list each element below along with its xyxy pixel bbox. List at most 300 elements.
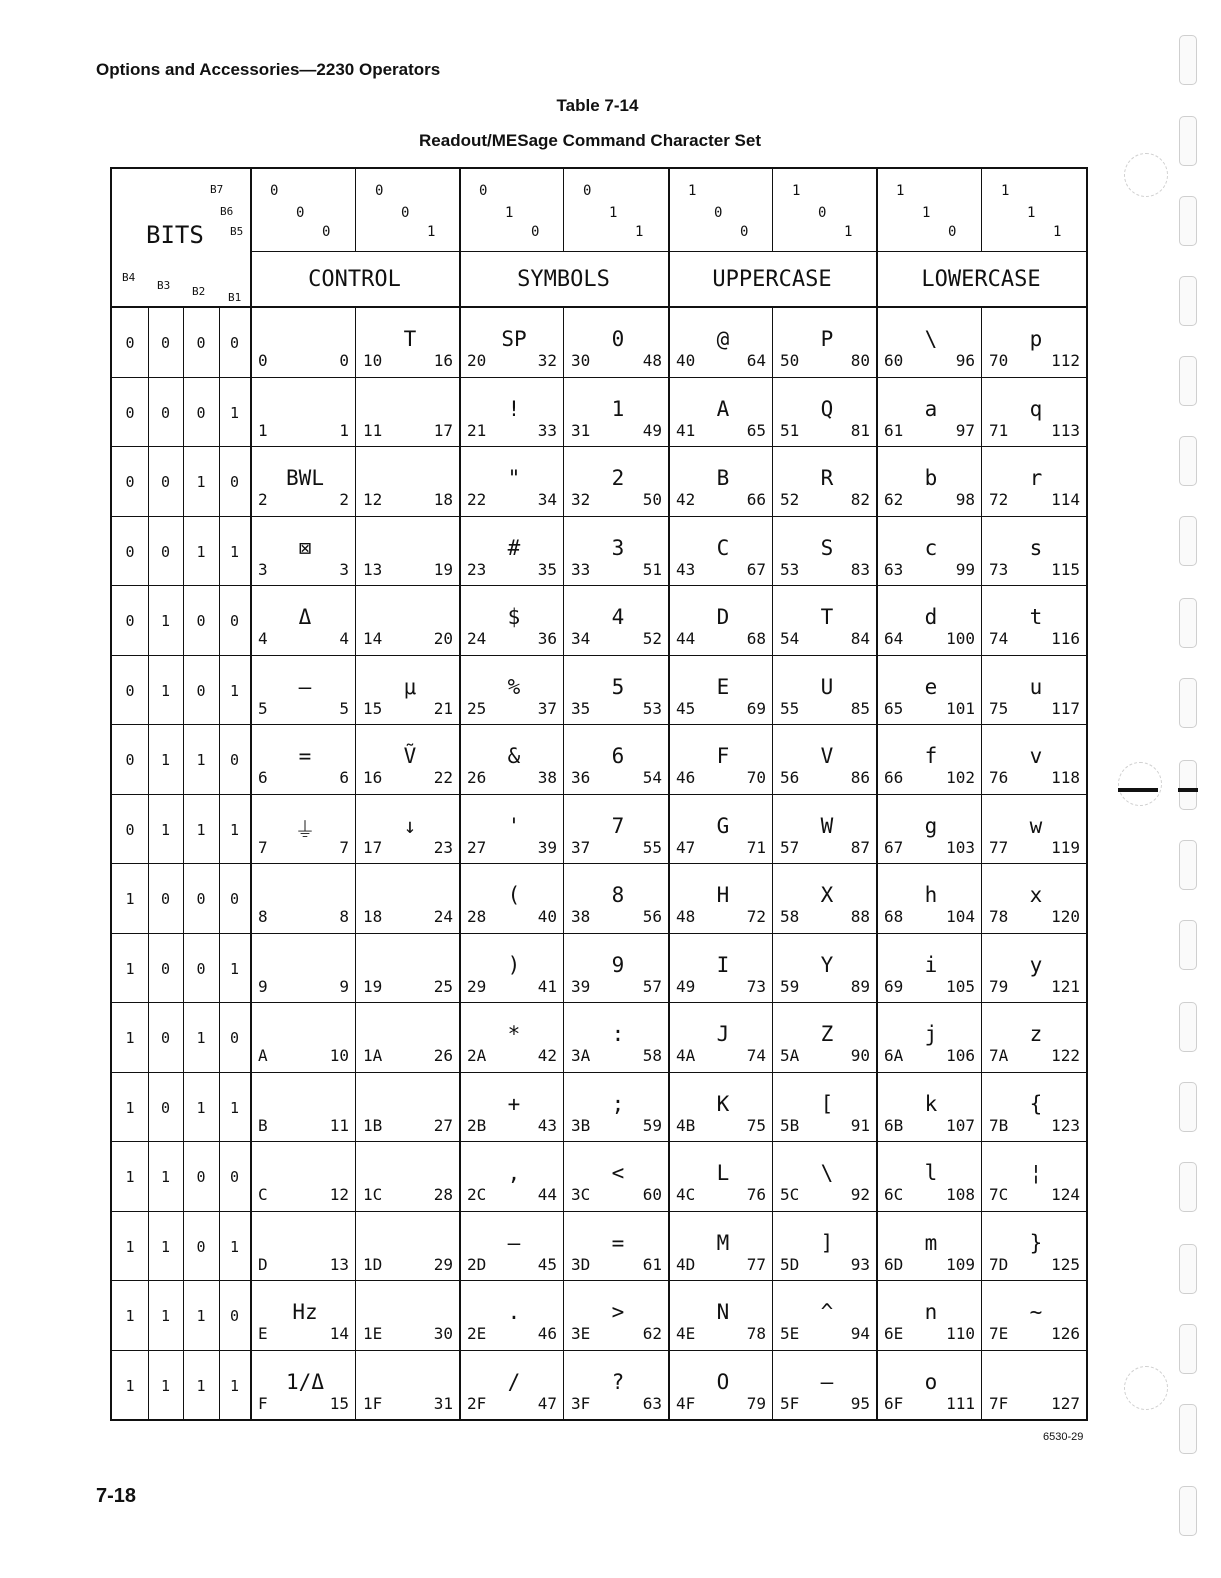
decimal-code: 5 (339, 698, 349, 718)
character-glyph: c (924, 535, 938, 560)
character-glyph: 5 (611, 674, 625, 699)
column-bit-b5: 0 (322, 224, 331, 240)
hex-code: 72 (989, 490, 1009, 509)
hex-code: 60 (884, 351, 904, 370)
decimal-code: 100 (946, 629, 975, 648)
decimal-code: 43 (537, 1115, 557, 1135)
character-glyph: s (1029, 535, 1043, 560)
decimal-code: 68 (746, 629, 766, 648)
row-bit-value: 0 (229, 612, 240, 630)
hex-code: 65 (884, 698, 904, 718)
character-glyph: i (924, 952, 938, 977)
decimal-code: 117 (1051, 698, 1080, 718)
hex-code: 46 (676, 768, 696, 787)
column-bit-b5: 1 (1053, 224, 1062, 240)
hex-code: 32 (571, 490, 591, 509)
decimal-code: 11 (329, 1115, 349, 1135)
decimal-code: 4 (339, 629, 349, 648)
hex-code: 6A (884, 1046, 904, 1065)
header-column-rule (981, 169, 982, 251)
decimal-code: 79 (746, 1393, 766, 1413)
row-bit-value: 0 (229, 1307, 240, 1325)
character-glyph: ; (611, 1091, 625, 1116)
row-bit-value: 0 (196, 890, 206, 908)
hex-code: 23 (467, 559, 487, 579)
hex-code: 1B (363, 1115, 383, 1135)
binder-tab (1179, 1244, 1197, 1294)
hex-code: 28 (467, 907, 487, 926)
hex-code: 19 (363, 976, 383, 996)
hex-code: 4 (258, 629, 268, 648)
decimal-code: 94 (850, 1324, 870, 1343)
character-glyph: F (716, 744, 730, 768)
character-glyph: 6 (611, 744, 625, 768)
decimal-code: 96 (955, 351, 975, 370)
row-rule (112, 1072, 1086, 1073)
decimal-code: 81 (850, 420, 870, 440)
character-glyph: 1 (611, 396, 625, 421)
row-rule (112, 1002, 1086, 1003)
character-glyph: O (716, 1369, 730, 1394)
character-glyph: M (716, 1230, 730, 1255)
hex-code: 3A (571, 1046, 591, 1065)
character-glyph: l (924, 1161, 938, 1185)
row-rule (112, 1350, 1086, 1351)
row-bit-value: 1 (229, 820, 240, 839)
hex-code: 44 (676, 629, 696, 648)
hex-code: 12 (363, 490, 383, 509)
row-bit-value: 0 (160, 1098, 171, 1117)
row-bit-value: 1 (160, 612, 171, 630)
hex-code: 6 (258, 768, 268, 787)
hex-code: 70 (989, 351, 1009, 370)
column-bit-b7: 1 (896, 183, 905, 199)
binder-tab (1179, 1162, 1197, 1212)
hex-code: 25 (467, 698, 487, 718)
decimal-code: 71 (746, 837, 766, 857)
decimal-code: 125 (1051, 1254, 1080, 1274)
hex-code: 10 (363, 351, 383, 370)
hex-code: B (258, 1115, 268, 1135)
hex-code: 51 (780, 420, 800, 440)
decimal-code: 34 (537, 490, 557, 509)
decimal-code: 66 (746, 490, 766, 509)
decimal-code: 23 (433, 837, 453, 857)
decimal-code: 56 (642, 907, 662, 926)
hex-code: E (258, 1324, 268, 1343)
group-header: CONTROL (308, 267, 401, 292)
hex-code: 33 (571, 559, 591, 579)
decimal-code: 35 (537, 559, 557, 579)
row-bit-value: 0 (125, 403, 135, 422)
hex-code: 5B (780, 1115, 800, 1135)
decimal-code: 14 (329, 1324, 349, 1343)
hex-code: 4B (676, 1115, 696, 1135)
hex-code: 21 (467, 420, 487, 440)
character-glyph: @ (716, 327, 730, 351)
decimal-code: 28 (433, 1185, 453, 1204)
binder-tab (1179, 516, 1197, 566)
decimal-code: 120 (1051, 907, 1080, 926)
character-glyph: 1/Δ (286, 1369, 324, 1394)
column-bit-b7: 0 (583, 183, 592, 199)
decimal-code: 37 (537, 698, 557, 718)
column-bit-b7: 0 (375, 183, 384, 199)
character-glyph: < (611, 1161, 625, 1185)
character-glyph: Δ (298, 605, 312, 629)
row-bit-value: 1 (125, 959, 135, 978)
decimal-code: 123 (1051, 1115, 1080, 1135)
character-glyph: \ (924, 327, 938, 351)
decimal-code: 62 (642, 1324, 662, 1343)
character-glyph: } (1029, 1230, 1043, 1255)
row-bit-value: 0 (196, 1237, 206, 1256)
binder-tab (1179, 920, 1197, 970)
decimal-code: 74 (746, 1046, 766, 1065)
hex-code: 4A (676, 1046, 696, 1065)
row-bit-value: 0 (160, 334, 171, 352)
hex-code: 6E (884, 1324, 904, 1343)
bits-label: BITS (146, 221, 204, 249)
decimal-code: 47 (537, 1393, 557, 1413)
hex-code: 1E (363, 1324, 383, 1343)
row-bit-value: 1 (229, 959, 240, 978)
character-glyph: ¦ (1029, 1161, 1043, 1185)
row-bit-value: 1 (229, 1237, 240, 1256)
row-bit-value: 0 (160, 473, 171, 491)
decimal-code: 10 (329, 1046, 349, 1065)
decimal-code: 9 (339, 976, 349, 996)
decimal-code: 112 (1051, 351, 1080, 370)
decimal-code: 70 (746, 768, 766, 787)
decimal-code: 40 (537, 907, 557, 926)
hex-code: 13 (363, 559, 383, 579)
decimal-code: 85 (850, 698, 870, 718)
hex-code: 1 (258, 420, 268, 440)
decimal-code: 92 (850, 1185, 870, 1204)
decimal-code: 29 (433, 1254, 453, 1274)
hex-code: 7B (989, 1115, 1009, 1135)
row-bit-value: 1 (125, 1237, 135, 1256)
column-bit-b5: 0 (740, 224, 749, 240)
character-glyph: * (507, 1022, 521, 1046)
hex-code: 64 (884, 629, 904, 648)
decimal-code: 51 (642, 559, 662, 579)
row-rule (112, 794, 1086, 795)
row-rule (112, 724, 1086, 725)
bit-label-b6: B6 (220, 205, 234, 218)
character-glyph: 8 (611, 883, 625, 907)
hex-code: 30 (571, 351, 591, 370)
row-bit-value: 0 (125, 473, 135, 491)
character-glyph: Ṽ (403, 744, 417, 768)
binder-tab (1179, 35, 1197, 85)
row-bit-value: 0 (125, 542, 135, 561)
decimal-code: 77 (746, 1254, 766, 1274)
hex-code: 1C (363, 1185, 383, 1204)
character-glyph: , (507, 1161, 521, 1185)
hex-code: 5F (780, 1393, 800, 1413)
character-glyph: – (507, 1230, 521, 1255)
row-bit-value: 1 (160, 1376, 171, 1395)
hex-code: 63 (884, 559, 904, 579)
hex-code: 14 (363, 629, 383, 648)
binder-hole (1118, 762, 1162, 806)
header-column-rule (563, 169, 564, 251)
bit-label-b3: B3 (157, 279, 171, 292)
decimal-code: 69 (746, 698, 766, 718)
row-bit-value: 0 (160, 542, 171, 561)
character-glyph: + (507, 1091, 521, 1116)
hex-code: 5C (780, 1185, 800, 1204)
decimal-code: 88 (850, 907, 870, 926)
column-bit-b5: 1 (635, 224, 644, 240)
decimal-code: 102 (946, 768, 975, 787)
decimal-code: 27 (433, 1115, 453, 1135)
character-glyph: j (924, 1022, 938, 1046)
character-glyph: w (1029, 813, 1043, 838)
character-glyph: f (924, 744, 938, 768)
column-bit-b7: 1 (1001, 183, 1010, 199)
header-bottom-rule (112, 306, 1086, 308)
decimal-code: 12 (329, 1185, 349, 1204)
character-glyph: R (820, 466, 834, 490)
decimal-code: 124 (1051, 1185, 1080, 1204)
group-header: SYMBOLS (517, 267, 610, 292)
hex-code: 75 (989, 698, 1009, 718)
decimal-code: 48 (642, 351, 662, 370)
hex-code: 53 (780, 559, 800, 579)
row-bit-value: 0 (196, 1168, 206, 1186)
hex-code: 5 (258, 698, 268, 718)
row-bit-value: 1 (125, 1376, 135, 1395)
decimal-code: 13 (329, 1254, 349, 1274)
hex-code: 2C (467, 1185, 487, 1204)
row-bit-value: 0 (229, 1168, 240, 1186)
character-glyph: 0 (611, 327, 625, 351)
hex-code: 2 (258, 490, 268, 509)
row-bit-value: 1 (125, 1029, 135, 1047)
character-glyph: d (924, 605, 938, 629)
decimal-code: 26 (433, 1046, 453, 1065)
decimal-code: 72 (746, 907, 766, 926)
page-number: 7-18 (96, 1485, 137, 1507)
character-glyph: BWL (286, 466, 324, 490)
binder-tab (1179, 116, 1197, 166)
hex-code: D (258, 1254, 268, 1274)
hex-code: 57 (780, 837, 800, 857)
decimal-code: 83 (850, 559, 870, 579)
decimal-code: 67 (746, 559, 766, 579)
row-bit-value: 1 (160, 681, 171, 700)
row-bit-value: 0 (125, 334, 135, 352)
decimal-code: 121 (1051, 976, 1080, 996)
row-bit-value: 1 (125, 890, 135, 908)
row-bit-value: 1 (125, 1098, 135, 1117)
character-glyph: T (403, 327, 417, 351)
decimal-code: 107 (946, 1115, 975, 1135)
decimal-code: 87 (850, 837, 870, 857)
character-glyph: V (820, 744, 834, 768)
row-bit-value: 1 (196, 473, 206, 491)
decimal-code: 31 (433, 1393, 453, 1413)
group-header: LOWERCASE (921, 267, 1041, 292)
decimal-code: 18 (433, 490, 453, 509)
row-rule (112, 377, 1086, 378)
row-bit-value: 1 (229, 403, 240, 422)
decimal-code: 3 (339, 559, 349, 579)
hex-code: 77 (989, 837, 1009, 857)
decimal-code: 104 (946, 907, 975, 926)
hex-code: 11 (363, 420, 383, 440)
row-rule (112, 1211, 1086, 1212)
column-bit-b6: 0 (818, 205, 827, 221)
hex-code: 18 (363, 907, 383, 926)
character-glyph: J (716, 1022, 730, 1046)
hex-code: 4C (676, 1185, 696, 1204)
decimal-code: 78 (746, 1324, 766, 1343)
decimal-code: 49 (642, 420, 662, 440)
hex-code: 31 (571, 420, 591, 440)
hex-code: 67 (884, 837, 904, 857)
figure-id: 6530-29 (1043, 1431, 1084, 1443)
row-bit-value: 1 (160, 1307, 171, 1325)
hex-code: 68 (884, 907, 904, 926)
hex-code: 2B (467, 1115, 487, 1135)
hex-code: 73 (989, 559, 1009, 579)
hex-code: A (258, 1046, 268, 1065)
decimal-code: 76 (746, 1185, 766, 1204)
character-glyph: Y (820, 952, 834, 977)
decimal-code: 82 (850, 490, 870, 509)
character-glyph: K (716, 1091, 730, 1116)
decimal-code: 101 (946, 698, 975, 718)
row-bit-value: 0 (125, 751, 135, 769)
character-glyph: p (1029, 327, 1043, 351)
hex-code: 52 (780, 490, 800, 509)
row-bit-value: 0 (196, 334, 206, 352)
character-set-table (110, 167, 1088, 1421)
row-bit-value: 0 (229, 473, 240, 491)
decimal-code: 122 (1051, 1046, 1080, 1065)
cut-mark (1118, 788, 1158, 792)
decimal-code: 89 (850, 976, 870, 996)
hex-code: 62 (884, 490, 904, 509)
character-glyph: ^ (820, 1300, 834, 1324)
column-bit-b6: 1 (505, 205, 514, 221)
character-glyph: ~ (1029, 1300, 1043, 1324)
character-glyph: U (820, 674, 834, 699)
decimal-code: 119 (1051, 837, 1080, 857)
row-bit-value: 1 (196, 1098, 206, 1117)
row-bit-value: 0 (196, 612, 206, 630)
hex-code: 27 (467, 837, 487, 857)
hex-code: 55 (780, 698, 800, 718)
hex-code: 45 (676, 698, 696, 718)
row-rule (112, 1141, 1086, 1142)
character-glyph: " (507, 466, 521, 490)
row-rule (112, 1280, 1086, 1281)
character-glyph: = (611, 1230, 625, 1255)
hex-code: 5D (780, 1254, 800, 1274)
row-bit-value: 0 (160, 403, 171, 422)
row-bit-value: 0 (160, 959, 171, 978)
hex-code: 38 (571, 907, 591, 926)
character-glyph: # (507, 535, 521, 560)
decimal-code: 113 (1051, 420, 1080, 440)
decimal-code: 108 (946, 1185, 975, 1204)
decimal-code: 84 (850, 629, 870, 648)
bit-label-b5: B5 (230, 225, 244, 238)
hex-code: 48 (676, 907, 696, 926)
character-glyph: ] (820, 1230, 834, 1255)
row-bit-value: 0 (229, 334, 240, 352)
character-glyph: ↓ (403, 813, 417, 838)
column-bit-b5: 1 (427, 224, 436, 240)
hex-code: 7 (258, 837, 268, 857)
hex-code: 43 (676, 559, 696, 579)
row-bit-value: 1 (196, 820, 206, 839)
bit-label-b4: B4 (122, 271, 136, 284)
character-glyph: G (716, 813, 730, 838)
hex-code: 59 (780, 976, 800, 996)
row-bit-value: 0 (125, 612, 135, 630)
decimal-code: 15 (329, 1393, 349, 1413)
decimal-code: 91 (850, 1115, 870, 1135)
row-bit-value: 1 (229, 1376, 240, 1395)
hex-code: 5A (780, 1046, 800, 1065)
hex-code: 78 (989, 907, 1009, 926)
decimal-code: 55 (642, 837, 662, 857)
binder-tab (1179, 1486, 1197, 1536)
row-bit-value: 1 (160, 1168, 171, 1186)
row-bit-value: 0 (125, 820, 135, 839)
hex-code: 5E (780, 1324, 800, 1343)
hex-code: 15 (363, 698, 383, 718)
binder-tab (1179, 598, 1197, 648)
hex-code: 66 (884, 768, 904, 787)
binder-tab (1179, 356, 1197, 406)
hex-code: 39 (571, 976, 591, 996)
character-glyph: N (716, 1300, 730, 1324)
character-glyph: \ (820, 1161, 834, 1185)
bit-label-b7: B7 (210, 183, 224, 196)
row-bit-value: 1 (160, 820, 171, 839)
hex-code: 0 (258, 351, 268, 370)
hex-code: 49 (676, 976, 696, 996)
character-glyph: z (1029, 1022, 1043, 1046)
character-glyph: = (298, 744, 312, 768)
row-rule (112, 933, 1086, 934)
hex-code: 56 (780, 768, 800, 787)
character-glyph: W (820, 813, 834, 838)
decimal-code: 1 (339, 420, 349, 440)
hex-code: 4E (676, 1324, 696, 1343)
table-caption: Readout/MESage Command Character Set (419, 131, 761, 150)
decimal-code: 33 (537, 420, 557, 440)
hex-code: 69 (884, 976, 904, 996)
character-glyph: v (1029, 744, 1043, 768)
decimal-code: 115 (1051, 559, 1080, 579)
character-glyph: b (924, 466, 938, 490)
binder-tab (1179, 840, 1197, 890)
hex-code: 7E (989, 1324, 1009, 1343)
decimal-code: 7 (339, 837, 349, 857)
decimal-code: 118 (1051, 768, 1080, 787)
character-glyph: B (716, 466, 730, 490)
hex-code: 6B (884, 1115, 904, 1135)
decimal-code: 109 (946, 1254, 975, 1274)
